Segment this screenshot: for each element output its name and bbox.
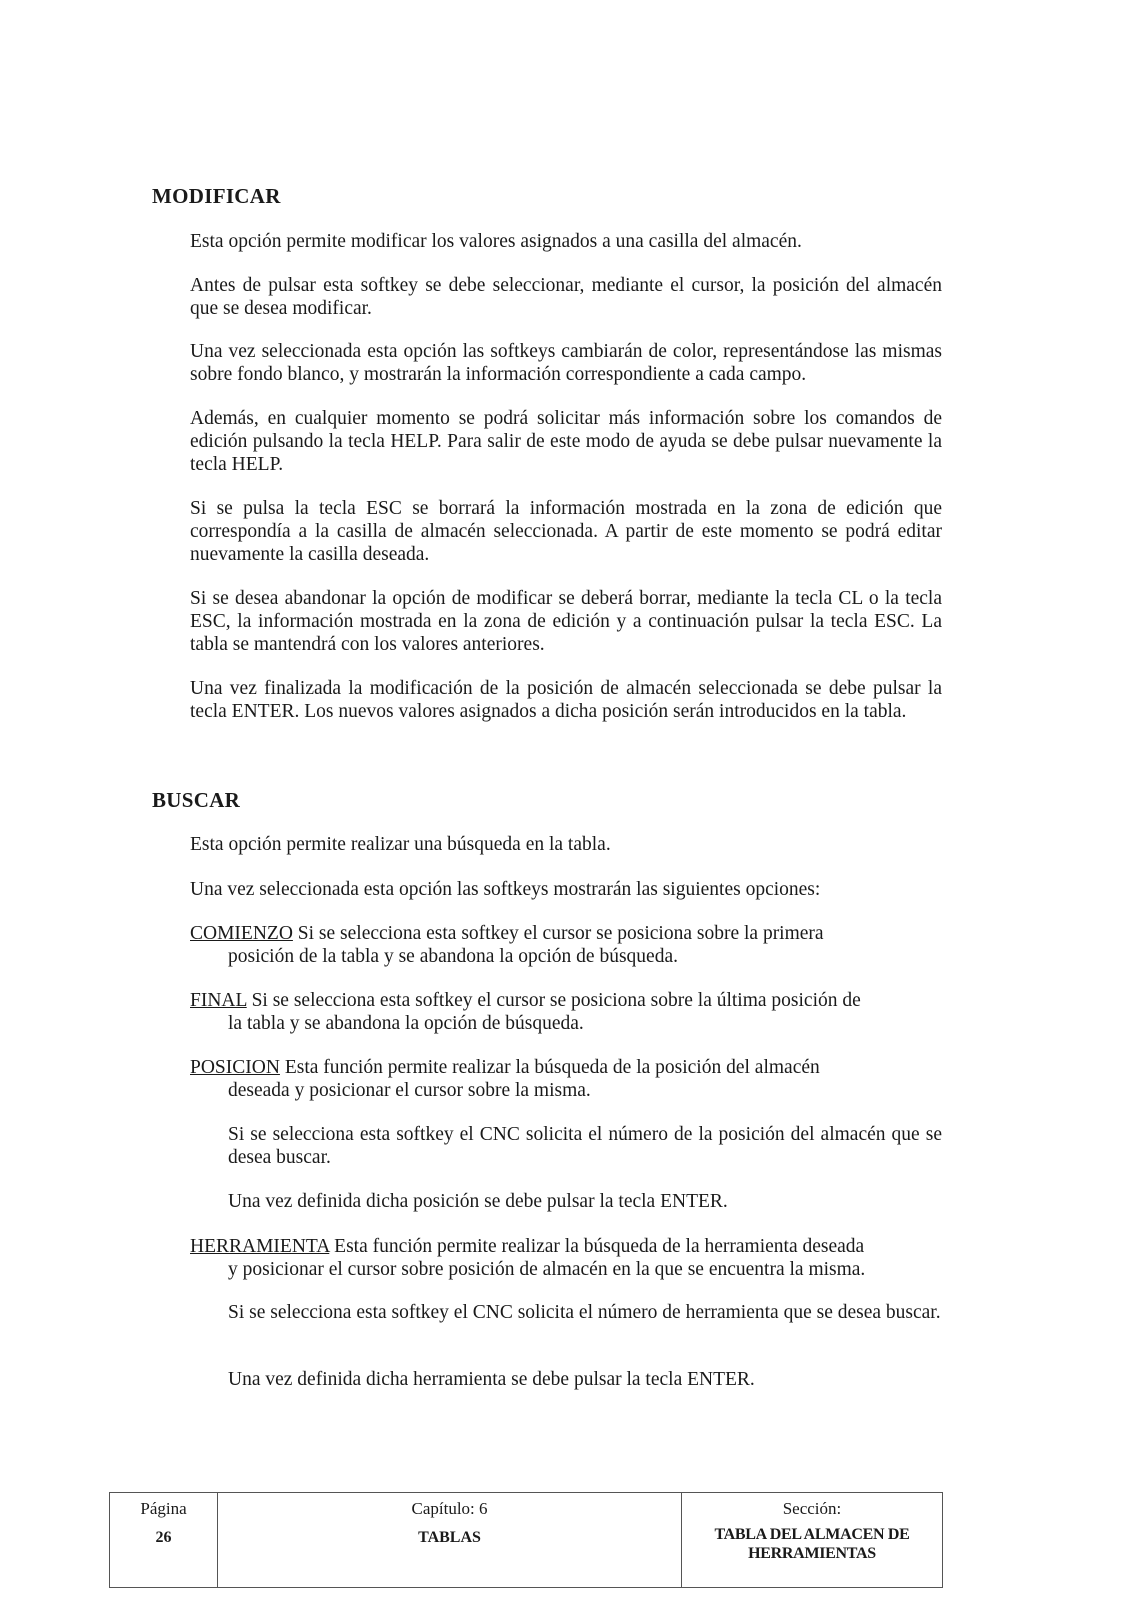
option-text: deseada y posicionar el cursor sobre la misma. xyxy=(228,1080,591,1101)
footer-chapter-title: TABLAS xyxy=(418,1529,481,1546)
option-final xyxy=(190,989,942,1035)
option-text: posición de la tabla y se abandona la opción de búsqueda. xyxy=(228,946,678,967)
footer-section-title-line: TABLA DEL ALMACEN DE xyxy=(714,1526,910,1543)
paragraph: Si se selecciona esta softkey el CNC solicita el número de la posición del almacén que se desea buscar. xyxy=(228,1124,942,1168)
paragraph: Una vez definida dicha posición se debe pulsar la tecla ENTER. xyxy=(228,1191,728,1212)
option-herramienta xyxy=(190,1235,942,1281)
paragraph: Una vez seleccionada esta opción las softkeys mostrarán las siguientes opciones: xyxy=(190,879,821,900)
paragraph: Además, en cualquier momento se podrá solicitar más información sobre los comandos de edición pulsando la tecla HELP. Para salir de este modo de ayuda se debe pulsar nuevamente la tecla HELP. xyxy=(190,408,942,475)
section-title-modificar: MODIFICAR xyxy=(152,184,281,208)
page-footer xyxy=(109,1492,943,1588)
paragraph: Una vez seleccionada esta opción las softkeys cambiarán de color, representándose las mismas sobre fondo blanco, y mostrarán la información correspondiente a cada campo. xyxy=(190,341,942,385)
option-term: HERRAMIENTA xyxy=(190,1236,330,1257)
option-term: COMIENZO xyxy=(190,923,293,944)
paragraph: Una vez definida dicha herramienta se debe pulsar la tecla ENTER. xyxy=(228,1369,755,1390)
footer-chapter-cell xyxy=(218,1493,682,1588)
paragraph: Una vez finalizada la modificación de la posición de almacén seleccionada se debe pulsar la tecla ENTER. Los nuevos valores asignados a dicha posición serán introducidos en la tabla. xyxy=(190,678,942,722)
footer-section-title-line: HERRAMIENTAS xyxy=(748,1545,876,1562)
option-text: la tabla y se abandona la opción de búsqueda. xyxy=(228,1013,584,1034)
option-text: Si se selecciona esta softkey el cursor se posiciona sobre la última posición de xyxy=(246,990,861,1011)
option-posicion xyxy=(190,1056,942,1102)
footer-section-cell xyxy=(682,1493,943,1588)
option-term: FINAL xyxy=(190,990,247,1011)
paragraph: Antes de pulsar esta softkey se debe seleccionar, mediante el cursor, la posición del almacén que se desea modificar. xyxy=(190,275,942,319)
paragraph: Esta opción permite modificar los valores asignados a una casilla del almacén. xyxy=(190,231,802,252)
option-comienzo xyxy=(190,922,942,968)
option-text: Esta función permite realizar la búsqueda de la herramienta deseada xyxy=(329,1236,865,1257)
paragraph: Si se pulsa la tecla ESC se borrará la información mostrada en la zona de edición que correspondía a la casilla de almacén seleccionada. A partir de este momento se podrá editar nuevamente la casilla deseada. xyxy=(190,498,942,565)
footer-section-label: Sección: xyxy=(782,1499,842,1518)
option-text: Esta función permite realizar la búsqueda de la posición del almacén xyxy=(279,1057,820,1078)
paragraph: Si se desea abandonar la opción de modificar se deberá borrar, mediante la tecla CL o la tecla ESC, la información mostrada en la zona de edición y a continuación pulsar la tecla ESC. La tabla se mantendrá con los valores anteriores. xyxy=(190,588,942,655)
option-term: POSICION xyxy=(190,1057,280,1078)
option-text: y posicionar el cursor sobre posición de almacén en la que se encuentra la misma. xyxy=(228,1259,866,1280)
footer-section-title xyxy=(682,1525,942,1563)
paragraph: Si se selecciona esta softkey el CNC solicita el número de herramienta que se desea buscar. xyxy=(228,1302,941,1323)
paragraph: Esta opción permite realizar una búsqueda en la tabla. xyxy=(190,834,611,855)
section-title-buscar: BUSCAR xyxy=(152,788,241,812)
footer-page-cell xyxy=(110,1493,218,1588)
option-text: Si se selecciona esta softkey el cursor se posiciona sobre la primera xyxy=(292,923,824,944)
footer-chapter-label: Capítulo: 6 xyxy=(411,1499,488,1518)
footer-page-label: Página xyxy=(140,1499,187,1518)
footer-page-number: 26 xyxy=(155,1529,172,1546)
